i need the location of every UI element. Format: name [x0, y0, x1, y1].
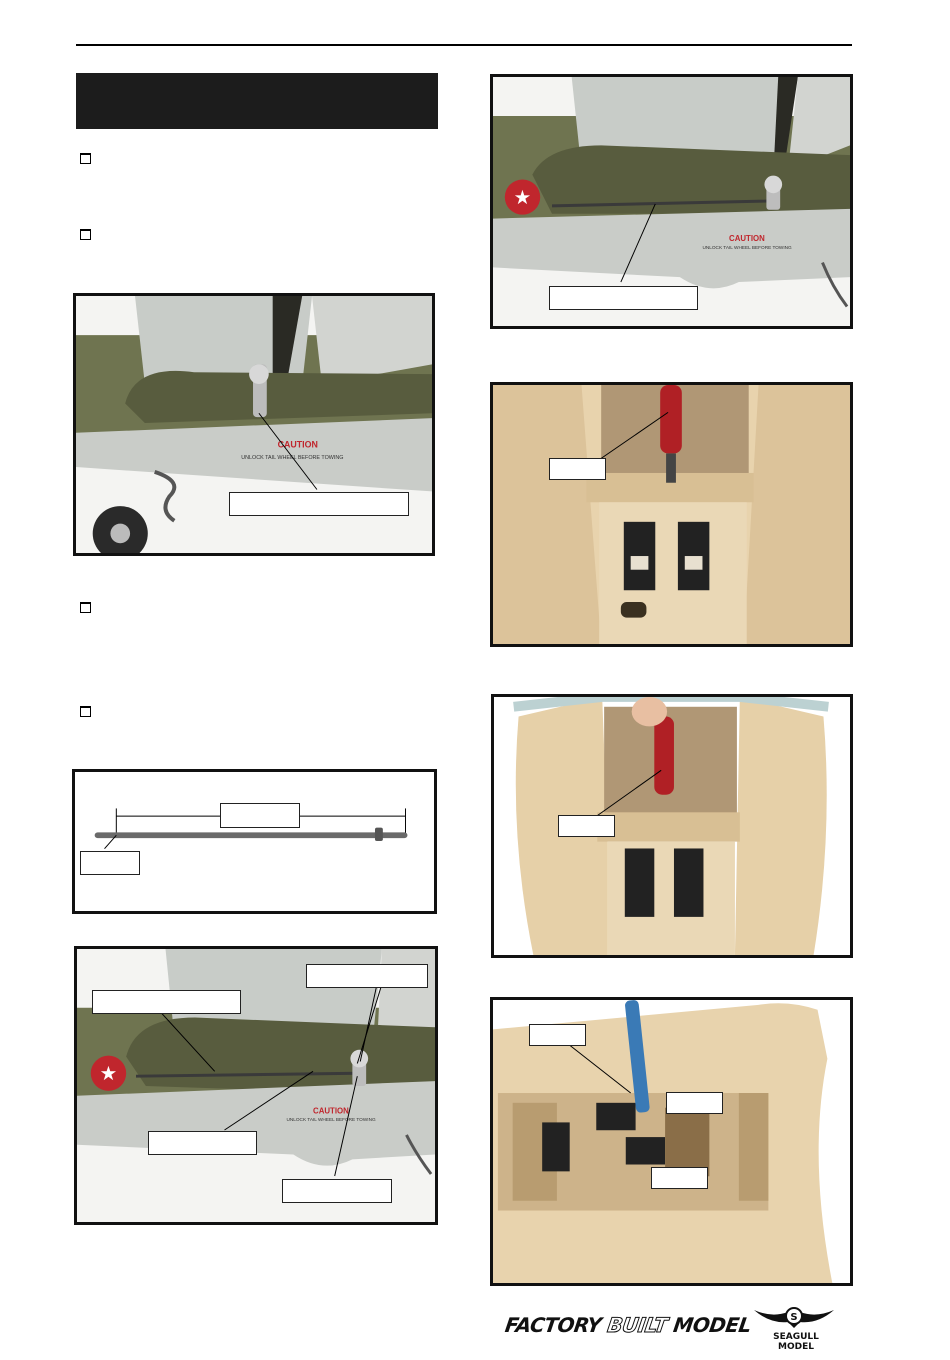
step-checkbox-3[interactable] [80, 602, 91, 613]
step-checkbox-1[interactable] [80, 153, 91, 164]
brand-part-2: BUILT [605, 1313, 669, 1337]
svg-text:★: ★ [99, 1062, 118, 1086]
step-checkbox-2[interactable] [80, 229, 91, 240]
photo-tail-steering-arm [73, 293, 435, 556]
callout-arm-label-2 [651, 1167, 708, 1189]
callout-connector-label [148, 1131, 257, 1155]
caution-title: CAUTION [277, 439, 318, 450]
logo-text: SEAGULL MODEL [773, 1332, 819, 1352]
caution-title-2: CAUTION [313, 1106, 349, 1116]
callout-driver-label [529, 1024, 586, 1046]
top-rule [76, 44, 852, 46]
callout-servo-label [666, 1092, 723, 1114]
footer-brand-text [503, 1313, 753, 1341]
photo-pushrod-top [490, 74, 853, 329]
callout-arm-label [306, 964, 428, 988]
caution-title-3: CAUTION [729, 234, 765, 244]
callout-pushrod-label [92, 990, 241, 1014]
caution-text-3: UNLOCK TAIL WHEEL BEFORE TOWING [702, 244, 792, 250]
brand-part-3: MODEL [665, 1313, 753, 1337]
photo-servo-bay-2 [491, 694, 853, 958]
callout-pushrod-label-2 [549, 286, 698, 310]
seagull-logo [752, 1300, 836, 1352]
photo-servo-bay-side [490, 997, 853, 1286]
step-checkbox-4[interactable] [80, 706, 91, 717]
callout-screw-label [549, 458, 606, 480]
callout-label-box [229, 492, 409, 516]
callout-wheel-label [282, 1179, 392, 1203]
photo-servo-bay-1 [490, 382, 853, 647]
section-heading-bar [76, 73, 438, 129]
dimension-label-box [220, 803, 300, 828]
photo-pushrod-installed [74, 946, 438, 1225]
diagram-pushrod-length [72, 769, 437, 914]
callout-screw-label-2 [558, 815, 615, 837]
caution-text-2: UNLOCK TAIL WHEEL BEFORE TOWING [286, 1117, 376, 1123]
caution-text: UNLOCK TAIL WHEEL BEFORE TOWING [241, 455, 344, 462]
svg-text:S: S [790, 1312, 798, 1323]
brand-part-1: FACTORY [503, 1313, 610, 1337]
end-label-box [80, 851, 140, 875]
svg-text:★: ★ [513, 186, 532, 209]
